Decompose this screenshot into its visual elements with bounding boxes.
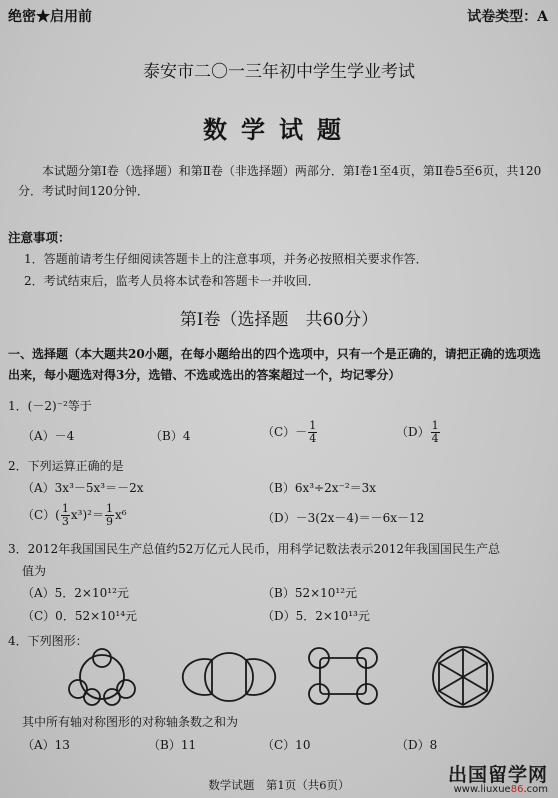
fraction-denominator: 3 (61, 515, 69, 528)
question-4-stem: 4．下列图形： (8, 634, 88, 648)
q2-option-c-middle: x³)²＝ (70, 508, 104, 522)
watermark-url-part: .com (523, 784, 548, 795)
fraction-denominator: 4 (309, 432, 317, 445)
q3-option-b: （B）52×10¹²元 (262, 586, 358, 600)
q2-option-c-fraction-2 (105, 503, 114, 528)
q3-option-d: （D）5．2×10¹³元 (262, 609, 370, 623)
q3-option-a: （A）5．2×10¹²元 (22, 586, 129, 600)
q2-option-c-fraction-1 (61, 503, 70, 528)
q2-option-c-suffix: x⁶ (114, 508, 127, 522)
question-2-stem: 2．下列运算正确的是 (8, 459, 124, 473)
watermark-url-part: www.liuxue (453, 784, 511, 795)
q2-option-d: （D）－3(2x－4)＝－6x－12 (262, 511, 425, 525)
page-footer: 数学试题 第1页（共6页） (208, 778, 350, 792)
watermark-title: 出国留学网 (447, 764, 548, 786)
q4-option-c: （C）10 (262, 738, 311, 752)
paper-type-label: 试卷类型：A (467, 9, 548, 25)
q2-option-c (22, 503, 127, 528)
q4-option-a: （A）13 (22, 738, 70, 752)
watermark-url (454, 784, 548, 795)
question-3-stem-line-1: 3．2012年我国国民生产总值约52万亿元人民币，用科学记数法表示2012年我国国民生产总 (8, 542, 500, 556)
notes-title: 注意事项： (8, 230, 71, 245)
question-1-stem: 1．(－2)⁻²等于 (8, 399, 92, 413)
fraction-numerator: 1 (61, 502, 69, 515)
fraction-numerator: 1 (431, 419, 439, 432)
q1-option-a: （A）－4 (22, 429, 75, 443)
figure-2-arcs (180, 650, 278, 704)
intro-paragraph: 本试题分第Ⅰ卷（选择题）和第Ⅱ卷（非选择题）两部分．第Ⅰ卷1至4页，第Ⅱ卷5至6页，共120分．考试时间120分钟． (18, 164, 542, 198)
exam-title: 泰安市二〇一三年初中学生学业考试 (143, 62, 415, 82)
fraction-numerator: 1 (105, 502, 113, 515)
figure-4-hexagon-circle (430, 645, 496, 709)
note-item: 2．考试结束后，监考人员将本试卷和答题卡一并收回． (24, 274, 320, 288)
section-title: 一、选择题（本大题共20小题，在每小题给出的四个选项中，只有一个是正确的，请把正确的选项选出来，每小题选对得3分，选错、不选或选出的答案超过一个，均记零分） (8, 347, 541, 382)
figure-1-circles (62, 645, 142, 707)
q1-option-d (396, 420, 441, 445)
q2-option-a: （A）3x³－5x³＝－2x (22, 481, 144, 495)
fraction-denominator: 4 (431, 432, 439, 445)
q1-option-c-fraction (308, 420, 317, 445)
q4-option-d: （D）8 (396, 738, 438, 752)
part-title: 第Ⅰ卷（选择题 共60分） (179, 310, 379, 330)
figure-3-square-circles (302, 645, 384, 707)
note-item: 1．答题前请考生仔细阅读答题卡上的注意事项，并务必按照相关要求作答． (24, 252, 428, 266)
q1-option-c-prefix: （C）－ (262, 425, 308, 439)
q2-option-c-prefix: （C）( (22, 508, 60, 522)
q1-option-d-prefix: （D） (396, 425, 430, 439)
q1-option-c (262, 420, 318, 445)
question-3-stem-line-2: 值为 (22, 564, 47, 578)
fraction-numerator: 1 (309, 419, 317, 432)
watermark-url-highlight: 86 (510, 784, 524, 795)
site-watermark (428, 760, 552, 796)
question-4-tail: 其中所有轴对称图形的对称轴条数之和为 (22, 715, 239, 729)
q3-option-c: （C）0．52×10¹⁴元 (22, 609, 138, 623)
fraction-denominator: 9 (105, 515, 113, 528)
q4-option-b: （B）11 (148, 738, 197, 752)
subject-title: 数学试题 (203, 115, 355, 144)
q1-option-d-fraction (431, 420, 440, 445)
confidential-label: 绝密★启用前 (8, 9, 92, 25)
q2-option-b: （B）6x³÷2x⁻²＝3x (262, 481, 377, 495)
q1-option-b: （B）4 (150, 429, 191, 443)
